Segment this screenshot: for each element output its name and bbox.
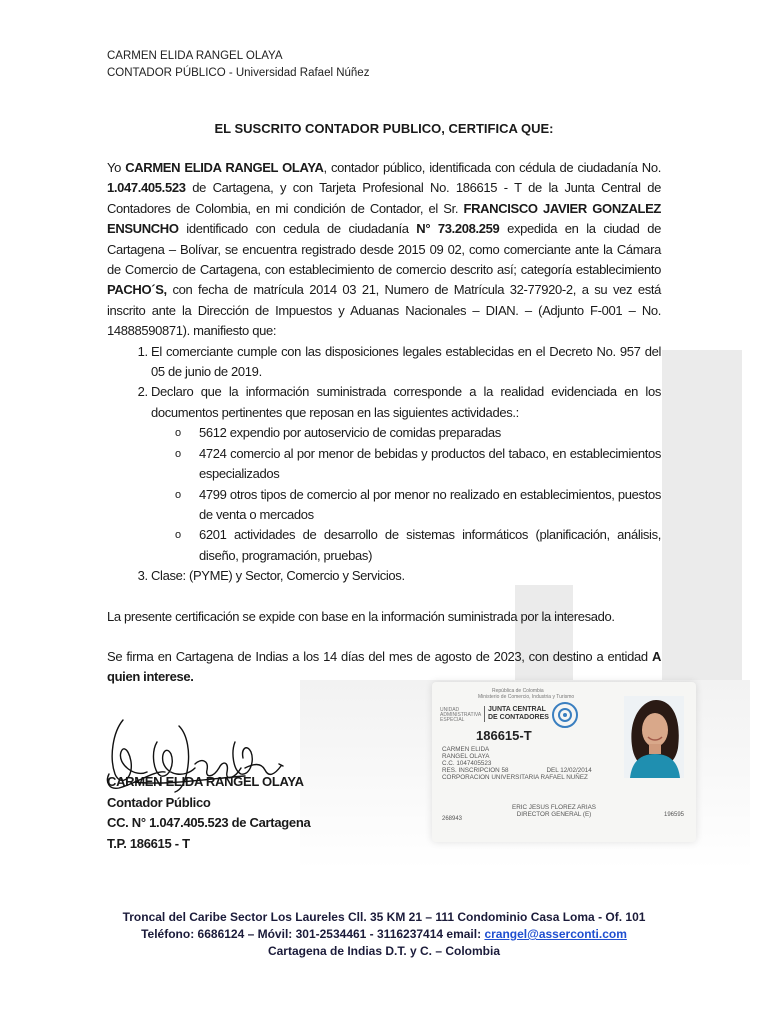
professional-id-card [432,682,696,842]
footer-contact: Teléfono: 6686124 – Móvil: 301-2534461 - 3116237414 email: crangel@asserconti.com [141,927,627,941]
card-side-label: UNIDAD ADMINISTRATIVA ESPECIAL [440,707,481,723]
card-holder-info: CARMEN ELIDA RANGEL OLAYA C.C. 1047405523 RES. INSCRIPCION 58 DEL 12/02/2014 CORPORACION UNIVERSITARIA RAFAEL NUÑEZ [442,746,592,781]
holder-photo [624,696,684,778]
card-number: 186615-T [476,728,532,743]
certificate-body [107,158,661,688]
card-junta: JUNTA CENTRAL DE CONTADORES [484,706,549,722]
activity-item: o 5612 expendio por autoservicio de comidas preparadas [175,425,501,441]
signer-name: CARMEN ELIDA RANGEL OLAYA [107,774,304,789]
footer-address: Troncal del Caribe Sector Los Laureles Cll. 35 KM 21 – 111 Condominio Casa Loma - Of. 101 [122,910,646,924]
activities-list [151,423,661,566]
card-code-right: 196595 [664,812,685,818]
junta-logo-icon [552,702,578,728]
intro-paragraph: Yo CARMEN ELIDA RANGEL OLAYA, contador público, identificada con cédula de ciudadanía No. 1.047.405.523 de Cartagena, y con Tarjeta Profesional No. 186615 - T de la Junta Central de Contadores de Colombia, en mi condición de Contador, el Sr. FRANCISCO JAVIER GONZALEZ ENSUNCHO identificado con cedula de ciudadanía N° 73.208.259 expedida en la ciudad de Cartagena – Bolívar, se encuentra registrado desde 2015 09 02, como comerciante ante la Cámara de Comercio de Cartagena, con establecimiento de comercio descrito así; categoría establecimiento PACHO´S, con fecha de matrícula 2014 03 21, Numero de Matrícula 32-77920-2, a su vez está inscrito ante la Dirección de Impuestos y Aduanas Nacionales – DIAN. – (Adjunto F-001 – No. 14888590871). manifiesto que: [107,160,661,339]
activity-item: o 6201 actividades de desarrollo de sistemas informáticos (planificación, análisis, diseño, programación, pruebas) [175,527,661,563]
letterhead-profession: CONTADOR PÚBLICO - Universidad Rafael Núñez [107,67,370,79]
email-link[interactable]: crangel@asserconti.com [484,927,627,941]
card-ministry-2: Ministerio de Comercio, Industria y Turismo [478,694,575,700]
letterhead [107,48,369,82]
declarations-list [107,342,661,587]
card-director: ERIC JESUS FLOREZ ARIAS DIRECTOR GENERAL (E) [512,804,596,818]
declaration-item: 3. Clase: (PYME) y Sector, Comercio y Servicios. [151,566,661,586]
activity-item: o 4799 otros tipos de comercio al por menor no realizado en establecimientos, puestos de venta o mercados [175,486,661,522]
signing-paragraph: Se firma en Cartagena de Indias a los 14 días del mes de agosto de 2023, con destino a entidad A quien interese. [107,648,661,685]
card-code-left: 268943 [442,816,463,822]
footer-city: Cartagena de Indias D.T. y C. – Colombia [267,944,501,958]
signer-role: Contador Público [107,794,211,810]
declaration-item: 1. El comerciante cumple con las disposiciones legales establecidas en el Decreto No. 957 del 05 de junio de 2019. [151,342,661,383]
signer-tp: T.P. 186615 - T [107,835,190,851]
footer [0,909,768,960]
closing-paragraph: La presente certificación se expide con base en la información suministrada por la interesado. [107,608,615,624]
card-ministry-1: República de Colombia [492,688,544,694]
document-title: EL SUSCRITO CONTADOR PUBLICO, CERTIFICA QUE: [214,121,554,136]
handwritten-signature [95,712,305,802]
activity-item: o 4724 comercio al por menor de bebidas y productos del tabaco, en establecimientos especializados [175,445,661,482]
letterhead-name: CARMEN ELIDA RANGEL OLAYA [107,50,283,62]
declaration-item: 2. Declaro que la información suministrada corresponde a la realidad evidenciada en los documentos pertinentes que reposan en las siguientes actividades.: o 5612 expendio por autoservicio de comidas preparadas o 4724 comercio al por menor de bebidas y productos del tabaco, en establecimientos especializados o 4799 otros tipos de comercio al por menor no realizado en establecimientos, puestos de venta o mercados o 6201 actividades de desarrollo de sistemas informáticos (planificación, análisis, diseño, programación, pruebas) [151,382,661,566]
signer-id: CC. N° 1.047.405.523 de Cartagena [107,815,311,830]
